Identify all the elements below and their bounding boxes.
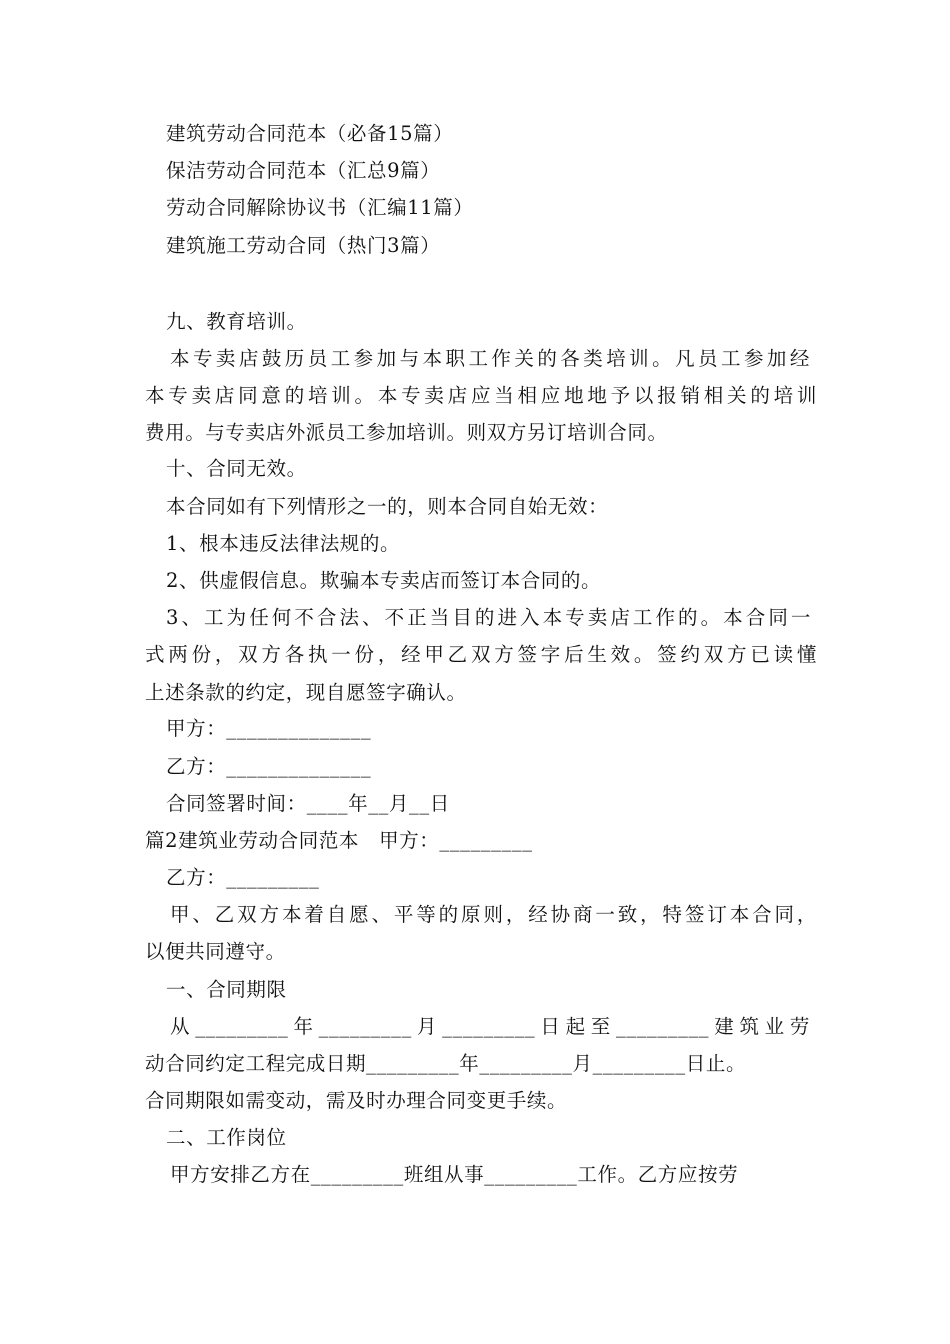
related-link-4[interactable]: 建筑施工劳动合同（热门3篇） <box>166 234 441 257</box>
section-heading-term: 一、合同期限 <box>166 978 287 1001</box>
list-item: 3、工为任何不合法、不正当目的进入本专卖店工作的。本合同一 <box>166 606 811 629</box>
party-b-line: 乙方：_________ <box>166 866 320 889</box>
paragraph-line: 本专卖店同意的培训。本专卖店应当相应地地予以报销相关的培训 <box>145 384 817 407</box>
paragraph-line: 费用。与专卖店外派员工参加培训。则双方另订培训合同。 <box>145 421 668 444</box>
related-link-2[interactable]: 保洁劳动合同范本（汇总9篇） <box>166 159 441 182</box>
paragraph-line: 本专卖店鼓历员工参加与本职工作关的各类培训。凡员工参加经 <box>170 347 810 370</box>
section-heading-education: 九、教育培训。 <box>166 310 307 333</box>
list-item: 1、根本违反法律法规的。 <box>166 532 401 555</box>
section-heading-position: 二、工作岗位 <box>166 1126 287 1149</box>
related-link-1[interactable]: 建筑劳动合同范本（必备15篇） <box>166 122 454 145</box>
paragraph-line: 甲方安排乙方在_________班组从事_________工作。乙方应按劳 <box>170 1163 739 1186</box>
paragraph-line: 合同期限如需变动，需及时办理合同变更手续。 <box>145 1089 568 1112</box>
party-b-signature-line: 乙方：______________ <box>166 755 372 778</box>
paragraph-line: 从_________年_________月_________日起至_________建筑业劳 <box>170 1015 810 1038</box>
related-link-3[interactable]: 劳动合同解除协议书（汇编11篇） <box>166 196 474 219</box>
paragraph-line: 以便共同遵守。 <box>145 940 286 963</box>
article-2-title: 篇2建筑业劳动合同范本 甲方：_________ <box>145 829 533 852</box>
paragraph-line: 上述条款的约定，现自愿签字确认。 <box>145 681 467 704</box>
list-item: 2、供虚假信息。欺骗本专卖店而签订本合同的。 <box>166 569 602 592</box>
paragraph-line: 本合同如有下列情形之一的，则本合同自始无效： <box>166 495 609 518</box>
paragraph-line: 动合同约定工程完成日期_________年_________月_________日止。 <box>145 1052 747 1075</box>
party-a-signature-line: 甲方：______________ <box>166 717 372 740</box>
section-heading-invalid: 十、合同无效。 <box>166 457 307 480</box>
paragraph-line: 式两份，双方各执一份，经甲乙双方签字后生效。签约双方已读懂 <box>145 643 817 666</box>
paragraph-line: 甲、乙双方本着自愿、平等的原则，经协商一致，特签订本合同， <box>170 903 817 926</box>
signing-date-line: 合同签署时间：____年__月__日 <box>166 792 450 815</box>
